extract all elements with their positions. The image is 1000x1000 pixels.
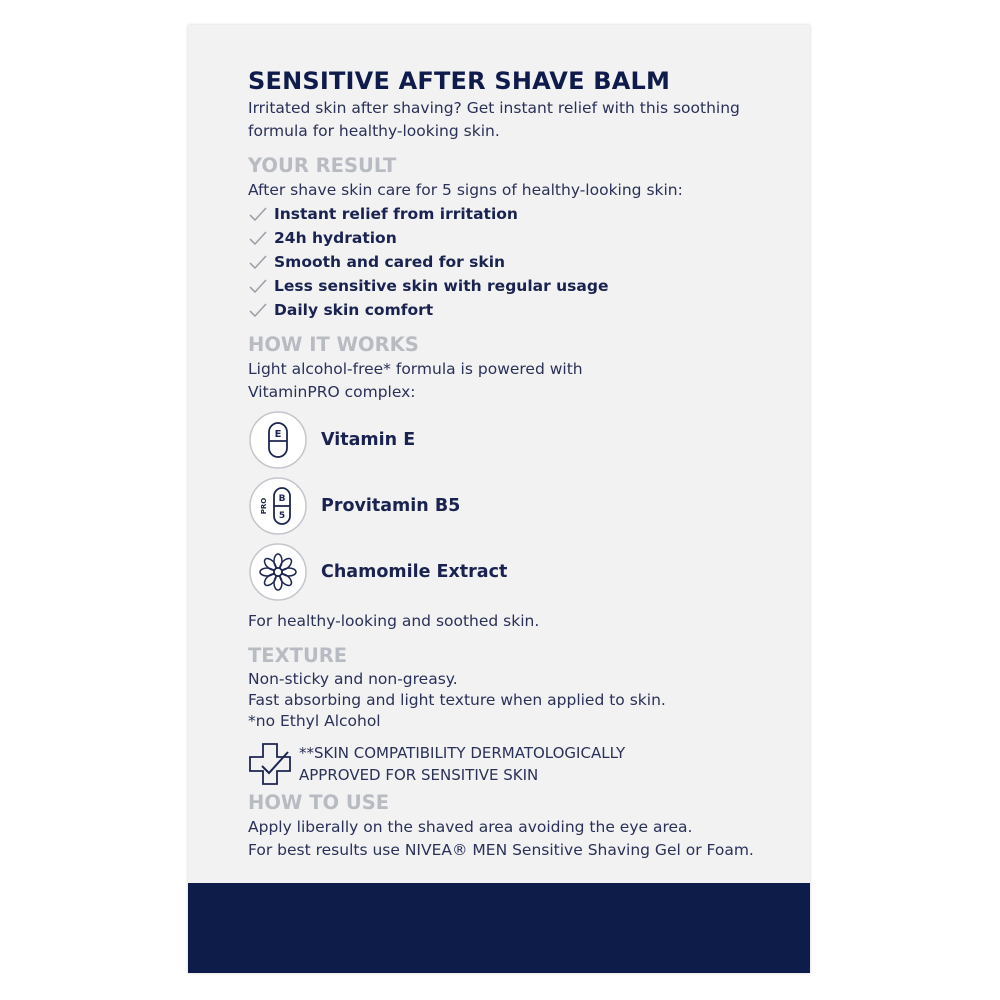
dermatology-cross-check-icon — [248, 742, 294, 786]
compatibility-line: **SKIN COMPATIBILITY DERMATOLOGICALLY — [299, 744, 626, 762]
ingredient-provitamin-b5 — [248, 476, 793, 536]
checklist-item-label: Less sensitive skin with regular usage — [274, 277, 609, 295]
your-result-heading: YOUR RESULT — [248, 154, 397, 177]
check-icon — [248, 277, 268, 295]
b5-icon-letter-b: B — [278, 494, 286, 504]
check-icon — [248, 253, 268, 271]
how-to-use-heading: HOW TO USE — [248, 791, 390, 814]
vitamin-e-icon-letter: E — [274, 429, 282, 440]
panel-content — [248, 65, 793, 862]
checklist-item-label: Smooth and cared for skin — [274, 253, 506, 271]
navy-footer-band — [188, 883, 810, 973]
texture-line: Non-sticky and non-greasy. — [248, 670, 458, 688]
how-it-works-lead-2: VitaminPRO complex: — [248, 383, 416, 401]
intro-line-1: Irritated skin after shaving? Get instant relief with this soothing — [248, 99, 740, 117]
checklist-item — [248, 298, 793, 322]
texture-footnote: *no Ethyl Alcohol — [248, 712, 381, 730]
how-to-use-line: For best results use NIVEA® MEN Sensitive Shaving Gel or Foam. — [248, 841, 754, 859]
skin-compatibility-note — [248, 742, 793, 786]
checklist-item-label: Instant relief from irritation — [274, 205, 518, 223]
how-it-works-lead-1: Light alcohol-free* formula is powered with — [248, 360, 583, 378]
how-it-works-outro: For healthy-looking and soothed skin. — [248, 612, 540, 630]
how-to-use-line: Apply liberally on the shaved area avoiding the eye area. — [248, 818, 693, 836]
b5-icon-digit: 5 — [278, 511, 286, 521]
ingredient-label: Provitamin B5 — [321, 496, 461, 516]
checklist-item — [248, 202, 793, 226]
provitamin-b5-capsule-icon — [248, 476, 308, 536]
checklist-item — [248, 274, 793, 298]
ingredient-label: Vitamin E — [321, 430, 416, 450]
your-result-lead: After shave skin care for 5 signs of healthy-looking skin: — [248, 181, 683, 199]
b5-icon-pro: PRO — [260, 497, 268, 515]
checklist-item — [248, 226, 793, 250]
chamomile-flower-icon — [248, 542, 308, 602]
intro-line-2: formula for healthy-looking skin. — [248, 122, 500, 140]
check-icon — [248, 205, 268, 223]
how-it-works-heading: HOW IT WORKS — [248, 333, 419, 356]
checklist-item-label: 24h hydration — [274, 229, 397, 247]
check-icon — [248, 229, 268, 247]
vitamin-e-capsule-icon — [248, 410, 308, 470]
ingredient-vitamin-e — [248, 410, 793, 470]
texture-line: Fast absorbing and light texture when applied to skin. — [248, 691, 666, 709]
ingredient-chamomile — [248, 542, 793, 602]
texture-heading: TEXTURE — [248, 644, 348, 667]
ingredient-label: Chamomile Extract — [321, 562, 508, 582]
result-checklist — [248, 202, 793, 322]
compatibility-line: APPROVED FOR SENSITIVE SKIN — [299, 766, 539, 784]
product-title: SENSITIVE AFTER SHAVE BALM — [248, 67, 671, 95]
check-icon — [248, 301, 268, 319]
product-info-panel — [188, 25, 810, 973]
checklist-item-label: Daily skin comfort — [274, 301, 434, 319]
checklist-item — [248, 250, 793, 274]
